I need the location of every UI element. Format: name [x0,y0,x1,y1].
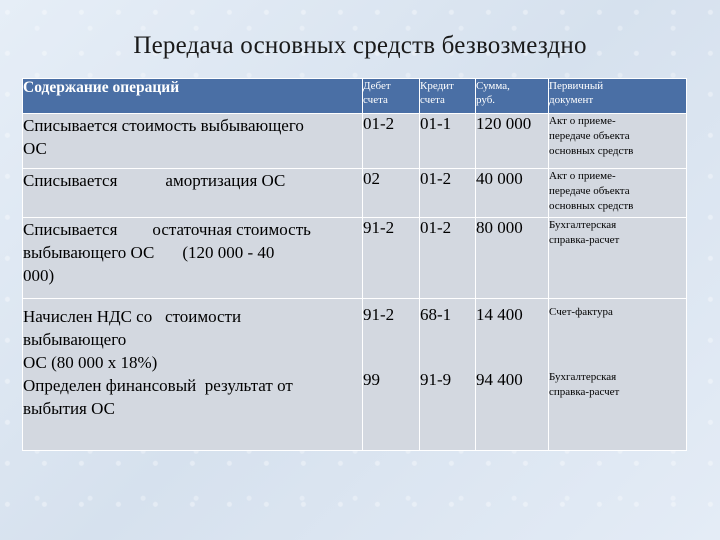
operations-table [22,78,687,451]
row-4-debit-cell [363,299,420,451]
header-credit-line2: счета [420,94,445,106]
header-amount [476,79,549,114]
row-3-content-word2: остаточная стоимость [152,220,311,239]
row-2-document-line1: Акт о приеме- [549,170,616,182]
row-2-amount: 40 000 [476,169,549,218]
row-4-credit-cell [420,299,476,451]
row-2-content-word1: Списывается [23,171,118,190]
table-header-row [23,79,687,114]
row-3-document [549,218,687,299]
row-5-amount: 94 400 [476,370,523,389]
row-1-content [23,114,363,169]
row-4-content-line3: ОС (80 000 х 18%) [23,353,158,372]
row-3-content-word4: (120 000 - 40 [182,243,275,262]
row-5-debit: 99 [363,370,380,389]
table-row [23,114,687,169]
row-3-document-line2: справка-расчет [549,234,620,246]
header-credit [420,79,476,114]
row-5-content-line1: Определен финансовый результат от [23,376,293,395]
header-amount-line1: Сумма, [476,80,510,92]
row-4-content-line2: выбывающего [23,330,127,349]
row-2-document [549,169,687,218]
row-2-credit: 01-2 [420,169,476,218]
row-3-content-line2 [23,241,362,264]
row-2-content-word2: амортизация ОС [165,171,286,190]
row-4-credit: 68-1 [420,305,452,324]
row-4-debit: 91-2 [363,305,395,324]
row-1-amount: 120 000 [476,114,549,169]
row-2-debit: 02 [363,169,420,218]
row-3-content-line3: 000) [23,266,55,285]
row-5-document-line2: справка-расчет [549,386,620,398]
row-2-document-line2: передаче объекта [549,185,630,197]
header-content: Содержание операций [23,79,363,114]
row-1-debit: 01-2 [363,114,420,169]
header-document [549,79,687,114]
row-3-document-line1: Бухгалтерская [549,219,617,231]
row-2-document-line3: основных средств [549,200,634,212]
row-3-content-word3: выбывающего ОС [23,243,155,262]
header-document-line1: Первичный [549,80,604,92]
header-document-line2: документ [549,94,594,106]
row-4-content-line1: Начислен НДС со стоимости [23,307,242,326]
row-5-document-line1: Бухгалтерская [549,371,617,383]
row-2-content [23,169,363,218]
table-row [23,299,687,451]
row-5-content-line2: выбытия ОС [23,399,115,418]
row-4-amount-cell [476,299,549,451]
table-row [23,218,687,299]
row-1-document-line2: передаче объекта [549,130,630,142]
row-1-document [549,114,687,169]
header-amount-line2: руб. [476,94,496,106]
row-1-content-line1: Списывается стоимость выбывающего [23,116,304,135]
slide-title: Передача основных средств безвозмездно [133,32,587,59]
row-4-content [23,299,363,451]
row-1-content-line2: ОС [23,139,47,158]
table-row [23,169,687,218]
row-1-document-line3: основных средств [549,145,634,157]
header-credit-line1: Кредит [420,80,454,92]
header-debit [363,79,420,114]
row-3-debit: 91-2 [363,218,420,299]
header-debit-line2: счета [363,94,388,106]
row-3-content-word1: Списывается [23,220,118,239]
row-3-content [23,218,363,299]
row-1-credit: 01-1 [420,114,476,169]
header-debit-line1: Дебет [363,80,391,92]
row-1-document-line1: Акт о приеме- [549,115,616,127]
row-4-amount: 14 400 [476,305,523,324]
row-3-amount: 80 000 [476,218,549,299]
row-4-document-cell [549,299,687,451]
row-3-content-line1 [23,218,362,241]
row-3-credit: 01-2 [420,218,476,299]
row-5-credit: 91-9 [420,370,452,389]
row-4-document-line1: Счет-фактура [549,306,613,318]
